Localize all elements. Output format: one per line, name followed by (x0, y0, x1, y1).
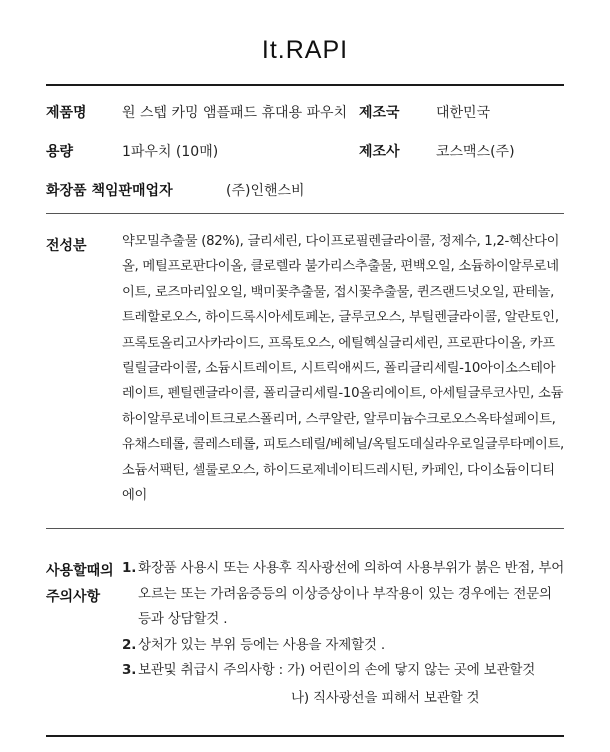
origin-value: 대한민국 (436, 105, 491, 121)
volume-value: 1파우치 (10매) (122, 144, 219, 160)
ingredients-divider (46, 528, 564, 529)
caution-item-3-subline: 나) 직사광선을 피해서 보관할 것 (291, 690, 480, 706)
caution-item-number: 1. (122, 560, 137, 576)
caution-item-text: 화장품 사용시 또는 사용후 직사광선에 의하여 사용부위가 붉은 반점, 부어오르는 또는 가려움증등의 이상증상이나 부작용이 있는 경우에는 전문의 등과 상담할것 . (138, 560, 565, 627)
caution-list (122, 556, 567, 684)
caution-item-text: 보관및 취급시 주의사항 : 가) 어린이의 손에 닿지 않는 곳에 보관할것 (138, 662, 536, 678)
seller-value: (주)인핸스비 (226, 183, 305, 199)
caution-item-text: 상처가 있는 부위 등에는 사용을 자제할것 . (138, 636, 385, 653)
caution-item (122, 556, 567, 633)
product-name-label: 제품명 (46, 105, 87, 121)
origin-label: 제조국 (359, 105, 400, 121)
product-name-value: 원 스텝 카밍 앰플패드 휴대용 파우치 (122, 105, 348, 121)
info-divider (46, 213, 564, 214)
volume-label: 용량 (46, 144, 74, 160)
caution-item-number: 3. (122, 662, 137, 678)
caution-item (122, 633, 567, 659)
top-divider (46, 84, 564, 86)
maker-value: 코스맥스(주) (436, 144, 515, 160)
seller-label: 화장품 책임판매업자 (46, 183, 173, 199)
bottom-divider (46, 735, 564, 737)
ingredients-label: 전성분 (46, 238, 87, 254)
brand-logo: It.RAPI (261, 36, 349, 64)
caution-label-line1: 사용할때의 (46, 563, 114, 579)
caution-label-line2: 주의사항 (46, 589, 101, 605)
caution-item-number: 2. (122, 636, 137, 653)
caution-item (122, 658, 567, 684)
ingredients-text: 약모밀추출물 (82%), 글리세린, 다이프로필렌글라이콜, 정제수, 1,2-헥산다이올, 메틸프로판다이올, 클로렐라 불가리스추출물, 편백오일, 소듐하이알루로네이트, 로즈마리잎오일, 백미꽃추출물, 접시꽃추출물, 퀸즈랜드넛오일, 판테놀, 트레할로오스, 하이드록시아세토페논, 글루코오스, 부틸렌글라이콜, 알란토인, 프록토올리고사카라이드, 프록토오스, 에틸헥실글리세린, 프로판다이올, 카프릴릴글라이콜, 소듐시트레이트, 시트릭애씨드, 폴리글리세릴-10아이소스테아레이트, 펜틸렌글라이콜, 폴리글리세릴-10올리에이트, 아세틸글루코사민, 소듐하이알루로네이트크로스폴리머, 스쿠알란, 알루미늄수크로오스옥타설페이트,유채스테롤, 콜레스테롤, 피토스테릴/베헤닐/옥틸도데실라우로일글루타메이트, 소듐서팩틴, 셀룰로오스, 하이드로제네이티드레시틴, 카페인, 다이소듐이디티에이 (122, 234, 564, 504)
maker-label: 제조사 (359, 144, 400, 160)
